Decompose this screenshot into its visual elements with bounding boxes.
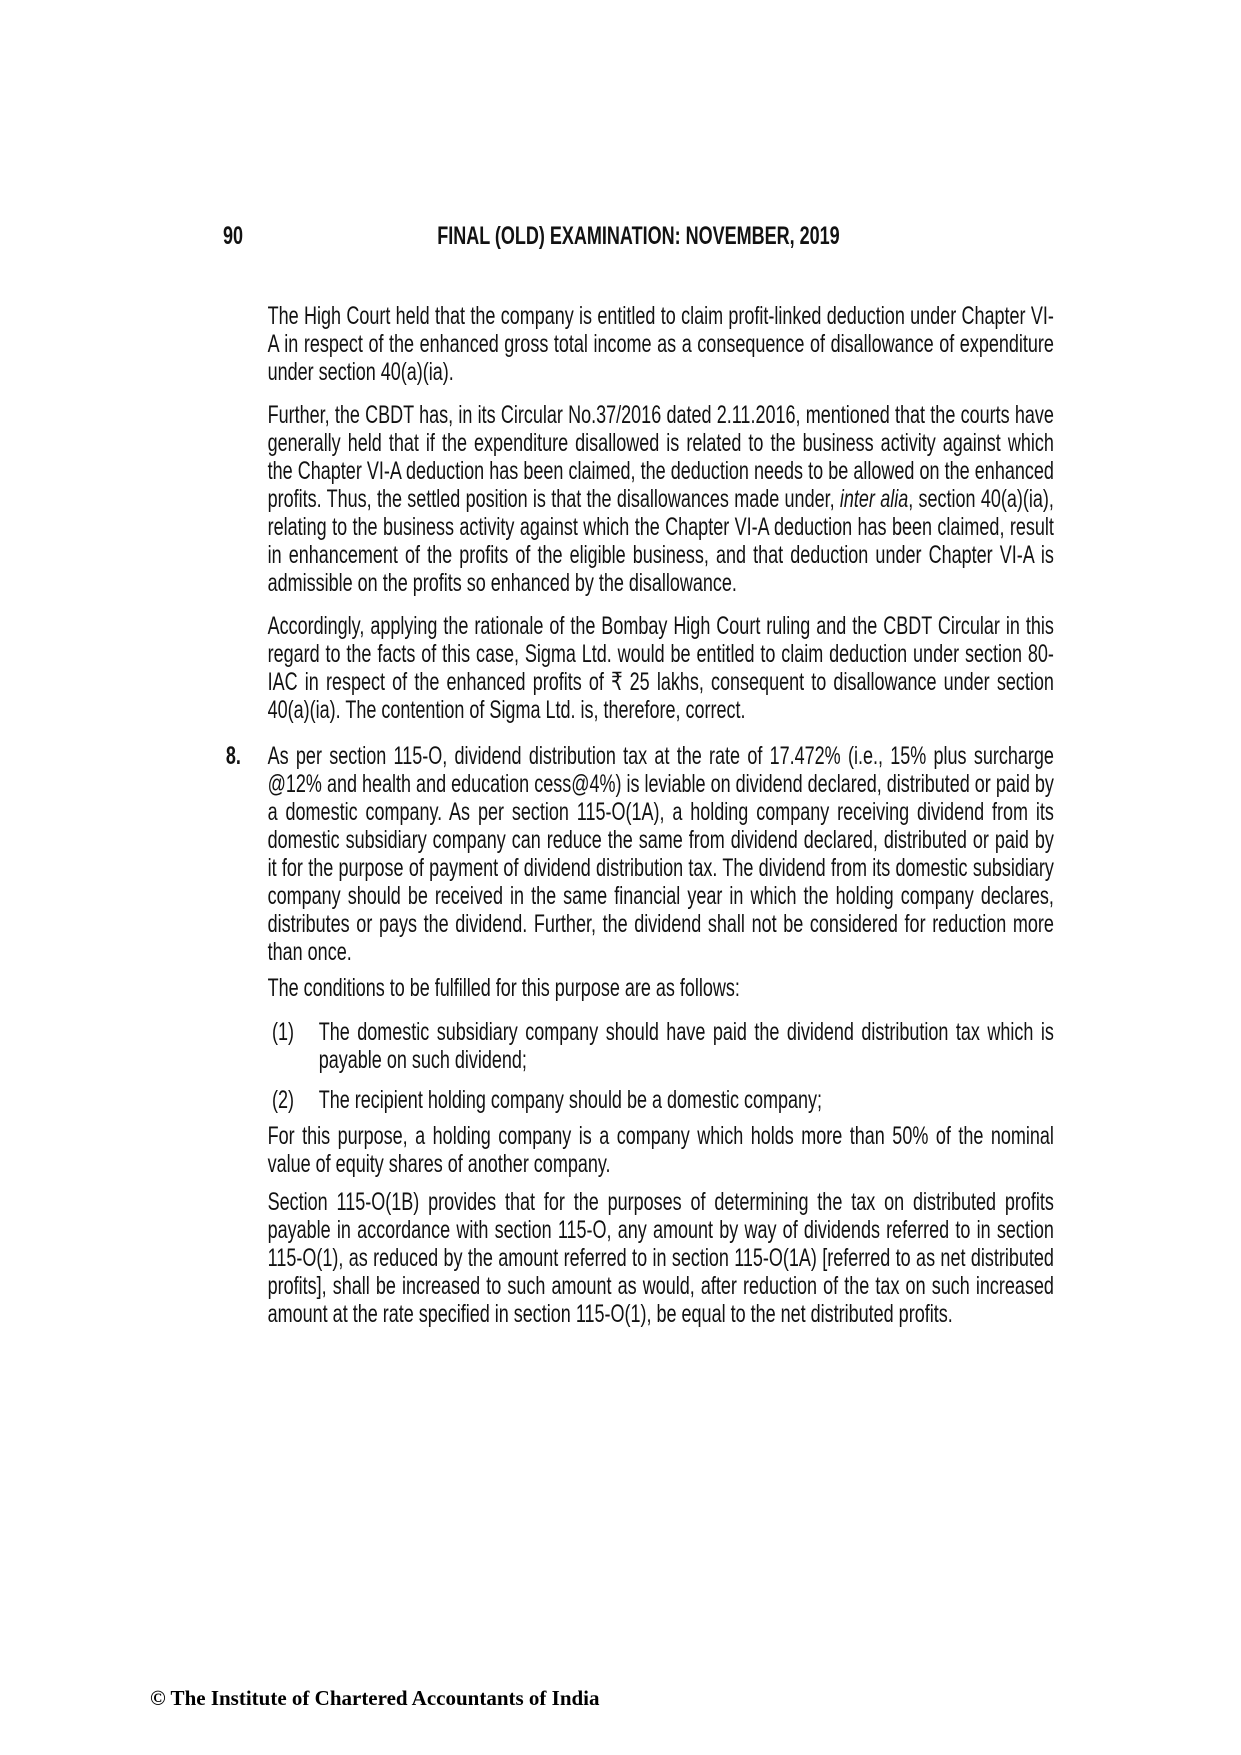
page-title: FINAL (OLD) EXAMINATION: NOVEMBER, 2019 [437,222,840,250]
paragraph-high-court: The High Court held that the company is entitled to claim profit-linked deduction under Chapter VI-A in respect of the enhanced gross total income as a consequence of disallowance of expenditure under section 40(a)(ia). [267,302,1054,386]
paragraph-segment: Further, the CBDT has, in its Circular No.37/2016 dated 2.11.2016, mentioned that the courts have generally held that if the expenditure disallowed is related to the business activity against which the Chapter VI-A deduction has been claimed, the deduction needs to be allowed on the enhanced profits. Thus, the settled position is that the disallowances made under, [267,401,1054,513]
condition-item-2 [272,1086,1054,1114]
condition-text: The recipient holding company should be a domestic company; [318,1086,823,1114]
condition-number: (2) [271,1086,294,1114]
condition-number: (1) [271,1018,294,1046]
numbered-item-8 [226,742,1054,966]
paragraph-holding-company: For this purpose, a holding company is a company which holds more than 50% of the nominal value of equity shares of another company. [267,1122,1054,1178]
paragraph-segment: , section 40(a)(ia), relating to the business activity against which the Chapter VI-A deduction has been claimed, result in enhancement of the profits of the eligible business, and that deduction under Chapter VI-A is admissible on the profits so enhanced by the disallowance. [267,485,1054,597]
text-layer [223,222,1054,1328]
page-number: 90 [223,222,244,250]
copyright-footer: © The Institute of Chartered Accountants of India [150,1686,600,1710]
paragraph-section-115O1B: Section 115-O(1B) provides that for the purposes of determining the tax on distributed profits payable in accordance with section 115-O, any amount by way of dividends referred to in section 115-O(1), as reduced by the amount referred to in section 115-O(1A) [referred to as net distributed profits], shall be increased to such amount as would, after reduction of the tax on such increased amount at the rate specified in section 115-O(1), be equal to the net distributed profits. [267,1188,1054,1328]
latin-phrase: inter alia [839,485,909,513]
body-column [225,302,1054,1328]
paragraph-cbdt-circular [268,401,1054,597]
item-text: As per section 115-O, dividend distribution tax at the rate of 17.472% (i.e., 15% plus surcharge @12% and health and education cess@4%) is leviable on dividend declared, distributed or paid by a domestic company. As per section 115-O(1A), a holding company receiving dividend from its domestic subsidiary company can reduce the same from dividend declared, distributed or paid by it for the purpose of payment of dividend distribution tax. The dividend from its domestic subsidiary company should be received in the same financial year in which the holding company declares, distributes or pays the dividend. Further, the dividend shall not be considered for reduction more than once. [267,742,1054,966]
condition-item-1 [272,1018,1054,1074]
condition-text: The domestic subsidiary company should have paid the dividend distribution tax which is payable on such dividend; [318,1018,1054,1074]
paragraph-conclusion: Accordingly, applying the rationale of the Bombay High Court ruling and the CBDT Circular in this regard to the facts of this case, Sigma Ltd. would be entitled to claim deduction under section 80-IAC in respect of the enhanced profits of ₹ 25 lakhs, consequent to disallowance under section 40(a)(ia). The contention of Sigma Ltd. is, therefore, correct. [267,612,1054,724]
conditions-intro: The conditions to be fulfilled for this purpose are as follows: [267,974,740,1002]
page-header [223,222,1054,251]
item-number: 8. [225,742,241,770]
